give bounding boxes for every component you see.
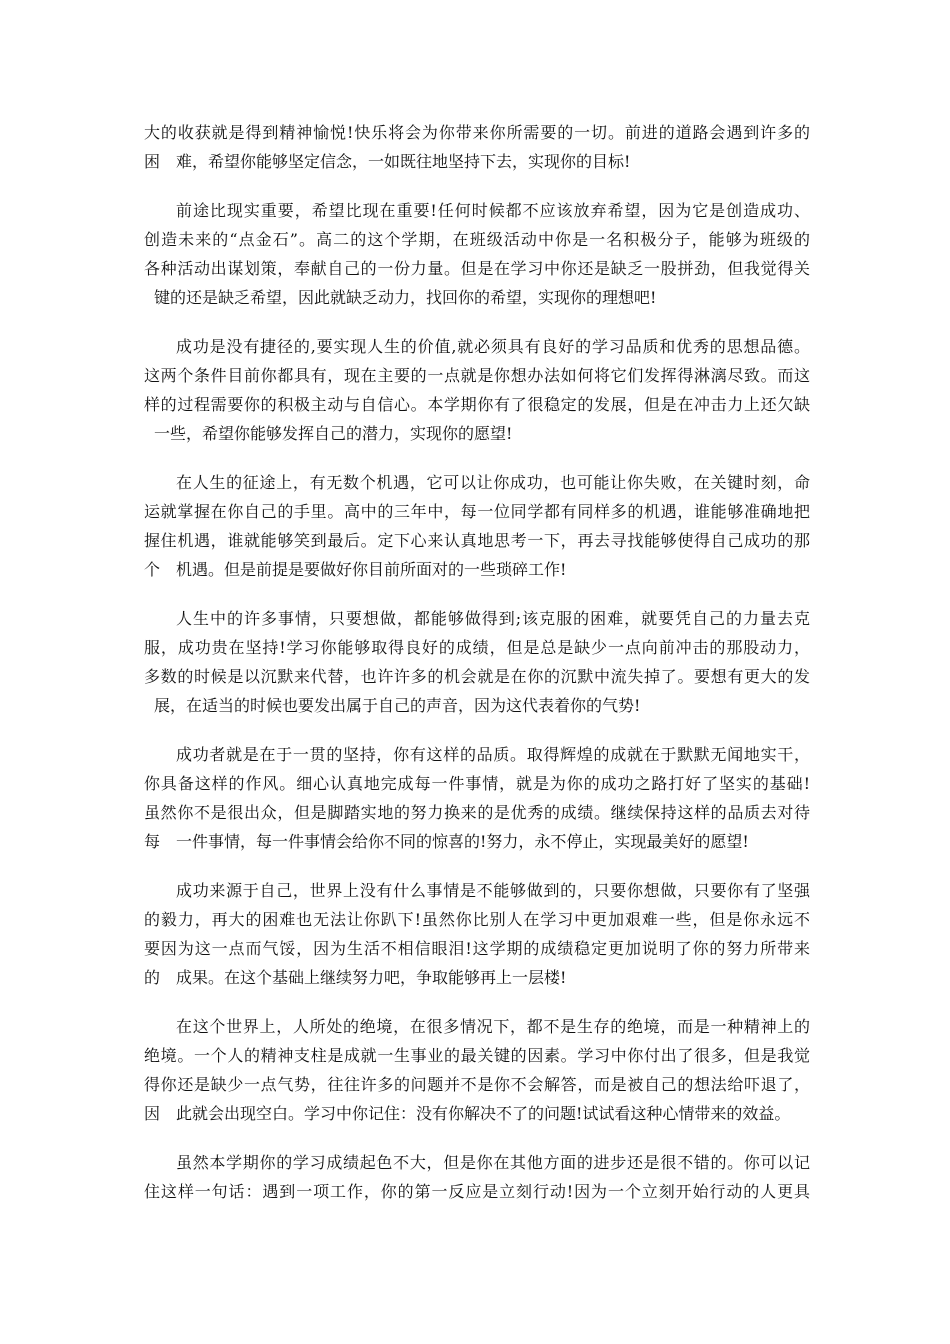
text-line: 键的还是缺乏希望，因此就缺乏动力，找回你的希望，实现你的理想吧!: [154, 288, 657, 307]
text-line: 每 一件事情，每一件事情会给你不同的惊喜的!努力，永不停止，实现最美好的愿望!: [144, 832, 749, 851]
paragraph-9: [144, 1148, 810, 1206]
paragraph-5: [144, 604, 810, 720]
paragraph-1: [144, 118, 810, 176]
document-body: [144, 118, 810, 1226]
text-line: 个 机遇。但是前提是要做好你目前所面对的一些琐碎工作!: [144, 560, 567, 579]
text-line: 你具备这样的作风。细心认真地完成每一件事情，就是为你的成功之路打好了坚实的基础!: [144, 774, 810, 793]
text-line: 前途比现实重要，希望比现在重要!任何时候都不应该放弃希望，因为它是创造成功、: [176, 201, 810, 220]
text-line: 一些，希望你能够发挥自己的潜力，实现你的愿望!: [154, 424, 513, 443]
text-line: 展，在适当的时候也要发出属于自己的声音，因为这代表着你的气势!: [154, 696, 641, 715]
text-line: 成功者就是在于一贯的坚持，你有这样的品质。取得辉煌的成就在于默默无闻地实干，: [176, 745, 810, 764]
text-line: 人生中的许多事情，只要想做，都能够做得到;该克服的困难，就要凭自己的力量去克: [176, 609, 810, 628]
text-line: 多数的时候是以沉默来代替，也许许多的机会就是在你的沉默中流失掉了。要想有更大的发: [144, 667, 810, 686]
text-line: 大的收获就是得到精神愉悦!快乐将会为你带来你所需要的一切。前进的道路会遇到许多的: [144, 123, 810, 142]
paragraph-6: [144, 740, 810, 856]
text-line: 握住机遇，谁就能够笑到最后。定下心来认真地思考一下，再去寻找能够使得自己成功的那: [144, 531, 810, 550]
paragraph-4: [144, 468, 810, 584]
paragraph-8: [144, 1012, 810, 1128]
text-line: 住这样一句话：遇到一项工作，你的第一反应是立刻行动!因为一个立刻开始行动的人更具: [144, 1182, 810, 1201]
paragraph-3: [144, 332, 810, 448]
text-line: 绝境。一个人的精神支柱是成就一生事业的最关键的因素。学习中你付出了很多，但是我觉: [144, 1046, 810, 1065]
text-line: 困 难，希望你能够坚定信念，一如既往地坚持下去，实现你的目标!: [144, 152, 631, 171]
text-line: 虽然你不是很出众，但是脚踏实地的努力换来的是优秀的成绩。继续保持这样的品质去对待: [144, 803, 810, 822]
text-line: 要因为这一点而气馁，因为生活不相信眼泪!这学期的成绩稳定更加说明了你的努力所带来: [144, 939, 810, 958]
text-line: 服，成功贵在坚持!学习你能够取得良好的成绩，但是总是缺少一点向前冲击的那股动力，: [144, 638, 810, 657]
text-line: 的毅力，再大的困难也无法让你趴下!虽然你比别人在学习中更加艰难一些，但是你永远不: [144, 910, 810, 929]
text-line: 在人生的征途上，有无数个机遇，它可以让你成功，也可能让你失败，在关键时刻，命: [176, 473, 810, 492]
text-line: 得你还是缺少一点气势，往往许多的问题并不是你不会解答，而是被自己的想法给吓退了，: [144, 1075, 810, 1094]
text-line: 虽然本学期你的学习成绩起色不大，但是你在其他方面的进步还是很不错的。你可以记: [176, 1153, 810, 1172]
text-line: 运就掌握在你自己的手里。高中的三年中，每一位同学都有同样多的机遇，谁能够准确地把: [144, 502, 810, 521]
text-line: 各种活动出谋划策，奉献自己的一份力量。但是在学习中你还是缺乏一股拼劲，但我觉得关: [144, 259, 810, 278]
text-line: 因 此就会出现空白。学习中你记住：没有你解决不了的问题!试试看这种心情带来的效益。: [144, 1104, 791, 1123]
text-line: 这两个条件目前你都具有，现在主要的一点就是你想办法如何将它们发挥得淋漓尽致。而这: [144, 366, 810, 385]
text-line: 成功来源于自己，世界上没有什么事情是不能够做到的，只要你想做，只要你有了坚强: [176, 881, 810, 900]
text-line: 创造未来的“点金石”。高二的这个学期，在班级活动中你是一名积极分子，能够为班级的: [144, 230, 810, 249]
text-line: 成功是没有捷径的,要实现人生的价值,就必须具有良好的学习品质和优秀的思想品德。: [176, 337, 810, 356]
paragraph-7: [144, 876, 810, 992]
text-line: 在这个世界上，人所处的绝境，在很多情况下，都不是生存的绝境，而是一种精神上的: [176, 1017, 810, 1036]
text-line: 样的过程需要你的积极主动与自信心。本学期你有了很稳定的发展，但是在冲击力上还欠缺: [144, 395, 810, 414]
paragraph-2: [144, 196, 810, 312]
text-line: 的 成果。在这个基础上继续努力吧，争取能够再上一层楼!: [144, 968, 567, 987]
